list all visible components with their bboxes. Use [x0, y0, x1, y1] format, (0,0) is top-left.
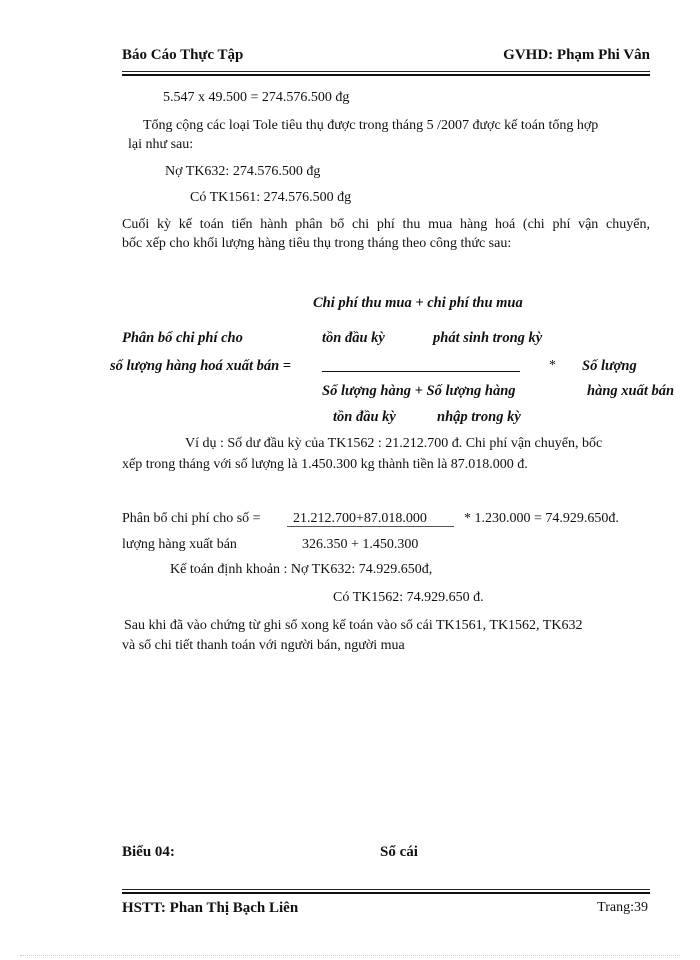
entry-debit: Kế toán định khoản : Nợ TK632: 74.929.650đ, — [170, 562, 433, 577]
formula-numerator: tồn đầu kỳ — [322, 330, 385, 346]
summary-text: Tổng cộng các loại Tole tiêu thụ được trong tháng 5 /2007 được kế toán tổng hợp — [143, 118, 599, 133]
section-label: Biểu 04: — [122, 844, 175, 860]
header-advisor: GVHD: Phạm Phi Vân — [503, 47, 650, 63]
footer-student: HSTT: Phan Thị Bạch Liên — [122, 900, 299, 916]
calc-numerator: 21.212.700+87.018.000 — [293, 511, 427, 526]
formula-denominator: nhập trong kỳ — [437, 409, 521, 425]
formula-rhs: hàng xuất bán — [587, 383, 675, 399]
example-text: xếp trong tháng với số lượng là 1.450.300 kg thành tiền là 87.018.000 đ. — [122, 457, 528, 472]
header-rule — [122, 71, 650, 76]
formula-lhs: số lượng hàng hoá xuất bán = — [110, 358, 292, 374]
formula-rhs: Số lượng — [582, 358, 637, 374]
calc-denominator: 326.350 + 1.450.300 — [302, 537, 419, 552]
header-title: Báo Cáo Thực Tập — [122, 47, 244, 63]
fraction-bar — [322, 371, 520, 372]
calc-line: 5.547 x 49.500 = 274.576.500 đg — [163, 90, 350, 105]
section-title: Sổ cái — [380, 844, 418, 860]
formula-lhs: Phân bổ chi phí cho — [122, 330, 243, 346]
calc-result: * 1.230.000 = 74.929.650đ. — [464, 511, 619, 526]
formula-numerator: phát sinh trong kỳ — [433, 330, 543, 346]
formula-denominator: Số lượng hàng + Số lượng hàng — [322, 383, 516, 399]
summary-text: lại như sau: — [128, 137, 194, 152]
period-text: bốc xếp cho khối lượng hàng tiêu thụ trong tháng theo công thức sau: — [122, 236, 512, 251]
example-text: Ví dụ : Số dư đầu kỳ của TK1562 : 21.212.700 đ. Chi phí vận chuyển, bốc — [185, 436, 603, 451]
page-edge — [20, 955, 680, 956]
fraction-bar — [287, 526, 454, 527]
after-text: Sau khi đã vào chứng từ ghi sổ xong kế toán vào sổ cái TK1561, TK1562, TK632 — [124, 618, 583, 633]
period-text: Cuối kỳ kế toán tiến hành phân bổ chi phí thu mua hàng hoá (chi phí vận chuyển, — [122, 217, 650, 232]
after-text: và sổ chi tiết thanh toán với người bán, người mua — [122, 638, 405, 653]
debit-entry: Nợ TK632: 274.576.500 đg — [165, 164, 321, 179]
formula-numerator: Chi phí thu mua + chi phí thu mua — [313, 295, 523, 311]
calc-lhs: Phân bổ chi phí cho số = — [122, 511, 261, 526]
entry-credit: Có TK1562: 74.929.650 đ. — [333, 590, 484, 605]
page-number: Trang:39 — [597, 900, 648, 915]
footer-rule — [122, 889, 650, 894]
credit-entry: Có TK1561: 274.576.500 đg — [190, 190, 352, 205]
calc-lhs: lượng hàng xuất bán — [122, 537, 237, 552]
formula-denominator: tồn đầu kỳ — [333, 409, 396, 425]
formula-times: * — [549, 358, 556, 373]
